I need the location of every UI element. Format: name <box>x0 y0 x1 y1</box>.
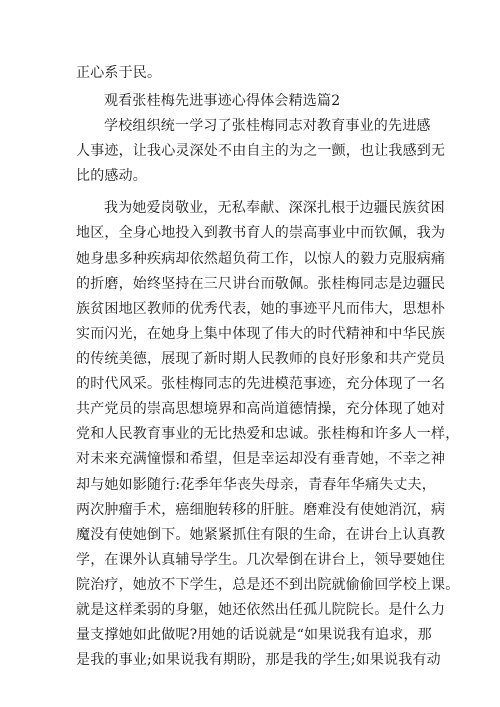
paragraph-line: 却与她如影随行:花季年华丧失母亲，青春年华痛失丈夫， <box>76 477 436 493</box>
paragraph-line: 实而闪光，在她身上集中体现了伟大的时代精神和中华民族 <box>76 326 446 342</box>
paragraph-line: 的时代风采。张桂梅同志的先进模范事迹，充分体现了一名 <box>76 376 446 392</box>
paragraph-line: 对未来充满憧憬和希望，但是幸运却没有垂青她，不幸之神 <box>76 451 446 467</box>
paragraph-line: 比的感动。 <box>76 168 147 184</box>
paragraph-line: 就是这样柔弱的身躯，她还依然出任孤儿院院长。是什么力 <box>76 602 446 618</box>
paragraph-line: 是我的事业;如果说我有期盼，那是我的学生;如果说我有动 <box>76 652 441 668</box>
paragraph-line: 正心系于民。 <box>76 65 162 81</box>
paragraph-line: 院治疗，她放不下学生，总是还不到出院就偷偷回学校上课。 <box>76 577 460 593</box>
section-title: 观看张桂梅先进事迹心得体会精选篇2 <box>104 93 341 109</box>
paragraph-line: 我为她爱岗敬业，无私奉献、深深扎根于边疆民族贫困 <box>104 200 445 216</box>
paragraph-line: 魔没有使她倒下。她紧紧抓住有限的生命，在讲台上认真教 <box>76 527 446 543</box>
paragraph-line: 地区，全身心地投入到教书育人的崇高事业中而钦佩，我为 <box>76 225 446 241</box>
paragraph-line: 学校组织统一学习了张桂梅同志对教育事业的先进感 <box>104 118 431 134</box>
paragraph-line: 共产党员的崇高思想境界和高尚道德情操，充分体现了她对 <box>76 401 446 417</box>
paragraph-line: 的折磨，始终坚持在三尺讲台而敬佩。张桂梅同志是边疆民 <box>76 276 446 292</box>
paragraph-line: 族贫困地区教师的优秀代表，她的事迹平凡而伟大，思想朴 <box>76 301 446 317</box>
paragraph-line: 两次肿瘤手术，癌细胞转移的肝脏。磨难没有使她消沉，病 <box>76 502 446 518</box>
paragraph-line: 学，在课外认真辅导学生。几次晕倒在讲台上，领导要她住 <box>76 552 446 568</box>
paragraph-line: 党和人民教育事业的无比热爱和忠诚。张桂梅和许多人一样， <box>76 426 460 442</box>
paragraph-line: 她身患多种疾病却依然超负荷工作，以惊人的毅力克服病痛 <box>76 251 446 267</box>
paragraph-line: 量支撑她如此做呢?用她的话说就是“如果说我有追求，那 <box>76 627 432 643</box>
paragraph-line: 的传统美德，展现了新时期人民教师的良好形象和共产党员 <box>76 351 446 367</box>
paragraph-line: 人事迹，让我心灵深处不由自主的为之一颤，也让我感到无 <box>76 143 446 159</box>
